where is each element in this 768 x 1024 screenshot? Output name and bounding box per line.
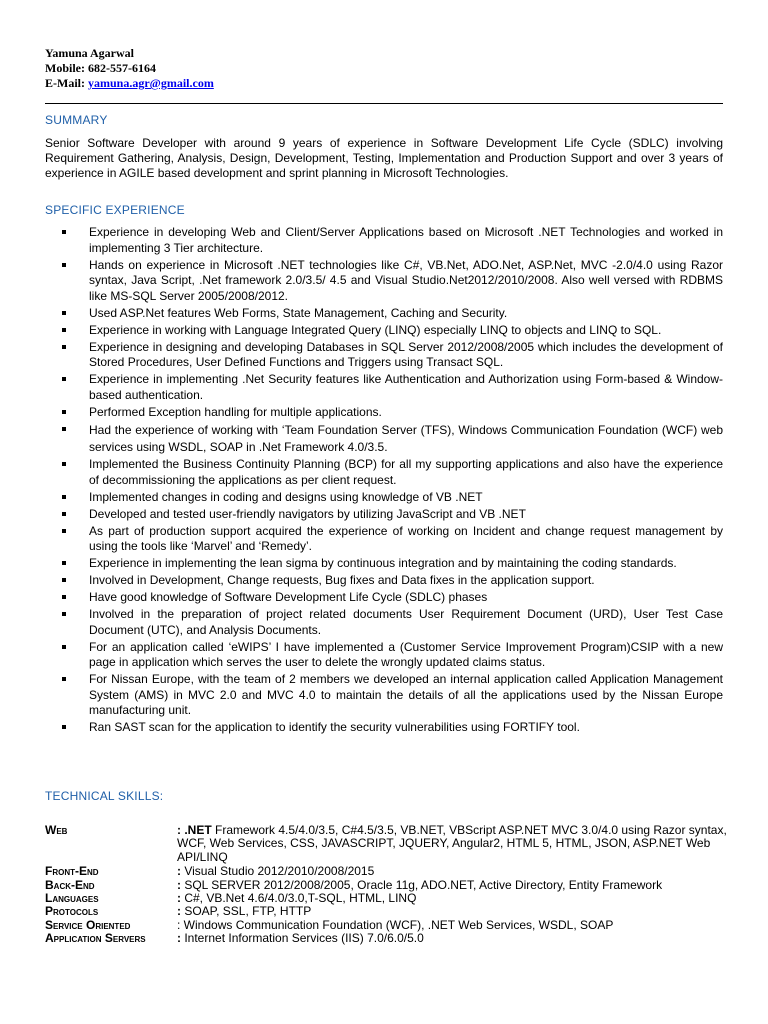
bullet-icon xyxy=(62,725,66,729)
list-item: Experience in implementing .Net Security features like Authentication and Authorization using Form-based & Window-based authentication. xyxy=(62,372,723,403)
list-item: Hands on experience in Microsoft .NET technologies like C#, VB.Net, ADO.Net, ASP.Net, MVC -2.0/4.0 using Razor syntax, Java Script, .Net framework 2.0/3.5/ 4.5 and Visual Studio.Net2012/2010/2008. Also well versed with RDBMS like MS-SQL Server 2005/2008/2012. xyxy=(62,258,723,305)
skill-row-front-end xyxy=(45,865,735,878)
list-item: Developed and tested user-friendly navigators by utilizing JavaScript and VB .NET xyxy=(62,507,723,523)
skill-row-languages xyxy=(45,892,735,905)
mobile-label: Mobile: xyxy=(45,61,85,75)
mobile-number: 682-557-6164 xyxy=(88,61,156,75)
bullet-icon xyxy=(62,311,66,315)
summary-text: Senior Software Developer with around 9 years of experience in Software Development Life Cycle (SDLC) involving Requirement Gathering, Analysis, Design, Development, Testing, Implementation and Production Support and over 3 years of experience in AGILE based development and sprint planning in Microsoft Technologies. xyxy=(45,136,723,180)
email-link[interactable]: yamuna.agr@gmail.com xyxy=(88,76,214,90)
experience-heading: SPECIFIC EXPERIENCE xyxy=(45,203,185,217)
contact-block xyxy=(45,46,214,91)
skill-label: Application Servers xyxy=(45,931,146,946)
list-item: Had the experience of working with ‘Team Foundation Server (TFS), Windows Communication Foundation (WCF) web services using WSDL, SOAP in .Net Framework 4.0/3.5. xyxy=(62,422,723,456)
bullet-icon xyxy=(62,328,66,332)
skills-heading: TECHNICAL SKILLS: xyxy=(45,789,164,803)
skill-label: Front-End xyxy=(45,864,99,879)
bullet-icon xyxy=(62,230,66,234)
skill-value: : SOAP, SSL, FTP, HTTP xyxy=(177,904,312,919)
skill-row-web xyxy=(45,824,735,864)
skill-label: Web xyxy=(45,823,68,837)
list-item: Performed Exception handling for multiple applications. xyxy=(62,405,723,421)
skill-row-application-servers xyxy=(45,932,735,945)
list-item: As part of production support acquired the experience of working on Incident and change request management by using the tools like ‘Marvel’ and ‘Remedy’. xyxy=(62,524,723,555)
skill-row-service-oriented xyxy=(45,919,735,932)
list-item: Used ASP.Net features Web Forms, State Management, Caching and Security. xyxy=(62,306,723,322)
bullet-icon xyxy=(62,427,66,431)
skill-label: Languages xyxy=(45,891,99,906)
skill-label: Back-End xyxy=(45,877,95,892)
list-item: Experience in working with Language Integrated Query (LINQ) especially LINQ to objects and LINQ to SQL. xyxy=(62,323,723,339)
skill-value: : SQL SERVER 2012/2008/2005, Oracle 11g, ADO.NET, Active Directory, Entity Framework xyxy=(177,877,663,892)
email-label: E-Mail: xyxy=(45,76,85,90)
email-line xyxy=(45,76,214,91)
bullet-icon xyxy=(62,677,66,681)
bullet-icon xyxy=(62,595,66,599)
bullet-icon xyxy=(62,578,66,582)
list-item: Implemented the Business Continuity Planning (BCP) for all my supporting applications and also have the experience of decommissioning the applications as per client request. xyxy=(62,457,723,488)
skill-value: : C#, VB.Net 4.6/4.0/3.0,T-SQL, HTML, LINQ xyxy=(177,891,417,906)
bullet-icon xyxy=(62,345,66,349)
mobile-line xyxy=(45,61,214,76)
bullet-icon xyxy=(62,462,66,466)
header-divider xyxy=(45,103,723,104)
bullet-icon xyxy=(62,377,66,381)
list-item: Experience in developing Web and Client/Server Applications based on Microsoft .NET Technologies and worked in implementing 3 Tier architecture. xyxy=(62,225,723,256)
candidate-name: Yamuna Agarwal xyxy=(45,46,135,60)
bullet-icon xyxy=(62,495,66,499)
list-item: Implemented changes in coding and designs using knowledge of VB .NET xyxy=(62,490,723,506)
skill-row-protocols xyxy=(45,905,735,918)
skill-label: Protocols xyxy=(45,904,99,919)
bullet-icon xyxy=(62,410,66,414)
bullet-icon xyxy=(62,512,66,516)
list-item: For Nissan Europe, with the team of 2 members we developed an internal application called Application Management System (AMS) in MVC 2.0 and MVC 4.0 to maintain the details of all the applications used by the Nissan Europe manufacturing unit. xyxy=(62,672,723,719)
skill-label: Service Oriented xyxy=(45,917,131,932)
skill-value: : Internet Information Services (IIS) 7.0/6.0/5.0 xyxy=(177,931,424,946)
bullet-icon xyxy=(62,612,66,616)
bullet-icon xyxy=(62,263,66,267)
list-item: For an application called ‘eWIPS’ I have implemented a (Customer Service Improvement Program)CSIP with a new page in application which serves the user to delete the wrongly updated claims status. xyxy=(62,640,723,671)
list-item: Involved in the preparation of project related documents User Requirement Document (URD), User Test Case Document (UTC), and Analysis Documents. xyxy=(62,607,723,638)
list-item: Have good knowledge of Software Development Life Cycle (SDLC) phases xyxy=(62,590,723,606)
skill-value: : Windows Communication Foundation (WCF), .NET Web Services, WSDL, SOAP xyxy=(177,917,614,932)
list-item: Ran SAST scan for the application to identify the security vulnerabilities using FORTIFY tool. xyxy=(62,720,723,736)
bullet-icon xyxy=(62,529,66,533)
list-item: Experience in designing and developing Databases in SQL Server 2012/2008/2005 which includes the development of Stored Procedures, User Defined Functions and Triggers using Transact SQL. xyxy=(62,340,723,371)
experience-list xyxy=(62,225,723,737)
bullet-icon xyxy=(62,561,66,565)
skill-row-back-end xyxy=(45,879,735,892)
skills-table xyxy=(45,824,735,946)
skill-value: : Visual Studio 2012/2010/2008/2015 xyxy=(177,864,375,879)
bullet-icon xyxy=(62,645,66,649)
list-item: Experience in implementing the lean sigma by continuous integration and by maintaining the coding standards. xyxy=(62,556,723,572)
summary-heading: SUMMARY xyxy=(45,113,108,127)
skill-value: : .NET Framework 4.5/4.0/3.5, C#4.5/3.5, VB.NET, VBScript ASP.NET MVC 3.0/4.0 using Razor syntax, WCF, Web Services, CSS, JAVASCRIPT, JQUERY, Angular2, HTML 5, HTML, JSON, ASP.NET Web API/LINQ xyxy=(177,823,727,864)
list-item: Involved in Development, Change requests, Bug fixes and Data fixes in the application support. xyxy=(62,573,723,589)
